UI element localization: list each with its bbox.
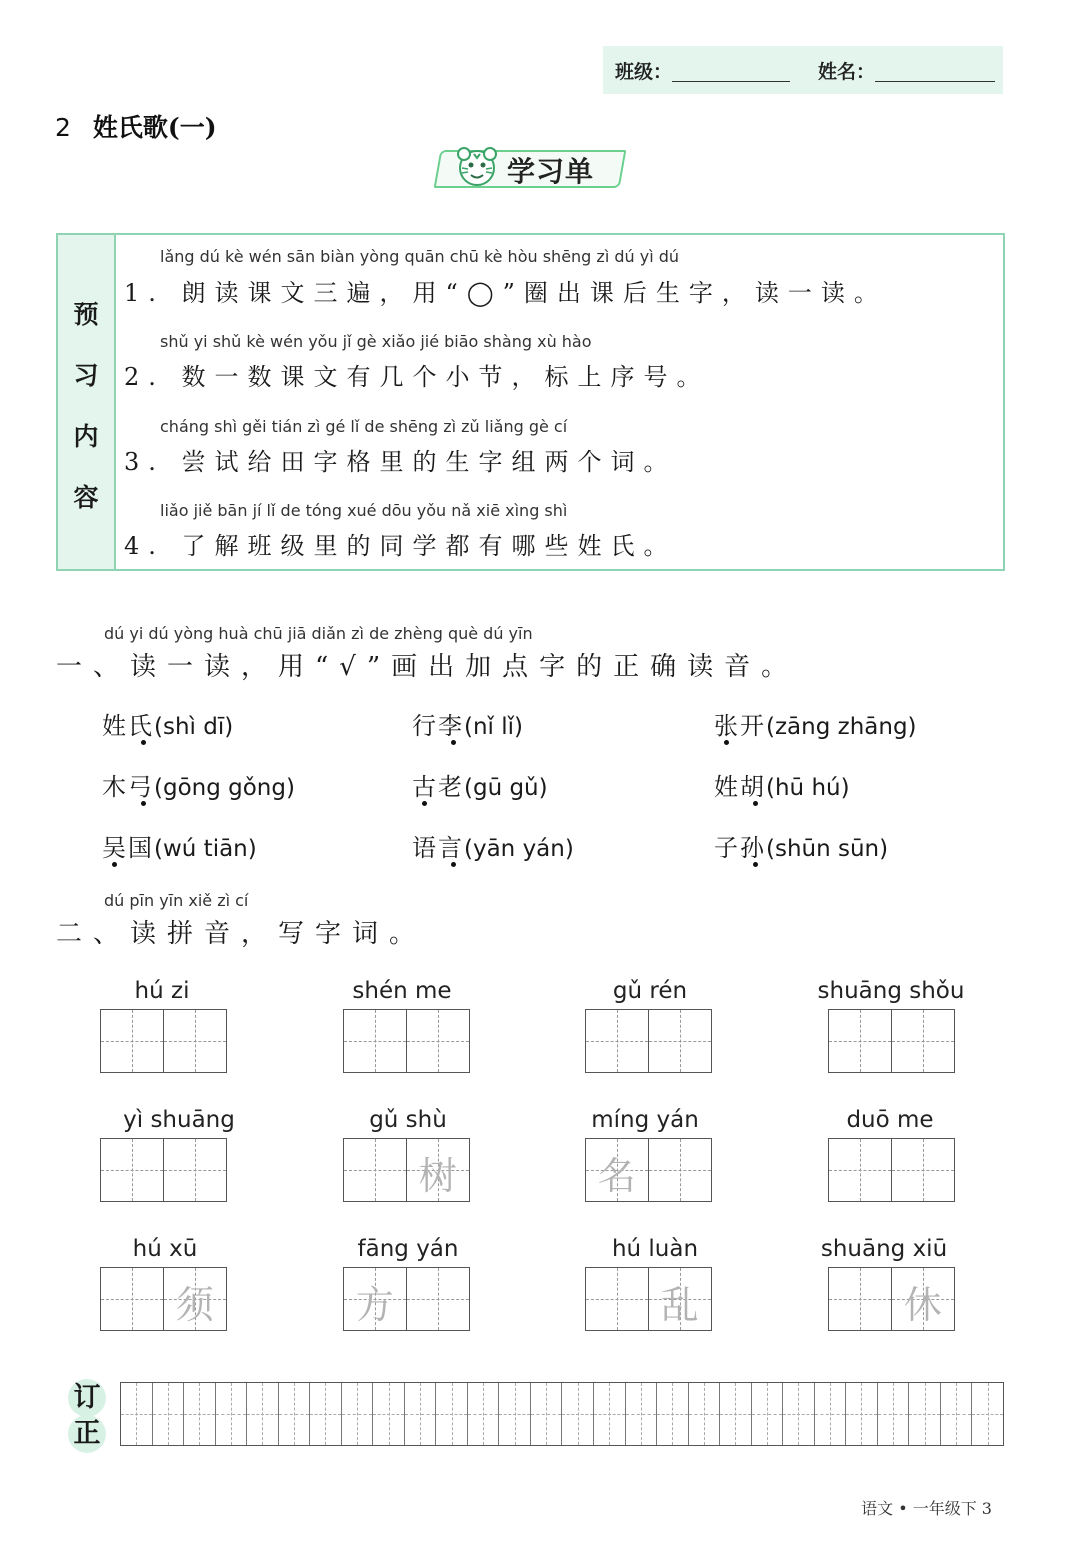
section1-pinyin: dú yi dú yòng huà chū jiā diǎn zì de zhèng què dú yīn: [104, 624, 533, 643]
correction-cell[interactable]: [121, 1383, 153, 1445]
section1-title: 一、读一读，用“√”画出加点字的正确读音。: [56, 652, 799, 682]
writing-grid[interactable]: 休: [828, 1267, 955, 1331]
correction-cell[interactable]: [499, 1383, 531, 1445]
side-char-1: 预: [73, 300, 99, 329]
correction-cell[interactable]: [468, 1383, 500, 1445]
correction-cell[interactable]: [783, 1383, 815, 1445]
class-label: 班级：: [615, 60, 673, 83]
study-sheet-banner: [437, 146, 623, 190]
word-pinyin: shén me: [352, 978, 452, 1004]
lesson-title-text: 姓氏歌(一): [92, 113, 217, 142]
writing-grid[interactable]: 名: [585, 1138, 712, 1202]
writing-grid[interactable]: 乱: [585, 1267, 712, 1331]
correction-cell[interactable]: [972, 1383, 1003, 1445]
correction-cell[interactable]: [878, 1383, 910, 1445]
choice-options[interactable]: (hū hú): [766, 775, 850, 801]
word-pinyin: gǔ rén: [612, 978, 688, 1004]
preview-item-1-pinyin: lǎng dú kè wén sān biàn yòng quān chū kè hòu shēng zì dú yì dú: [160, 247, 680, 266]
preview-item-4-text: 4. 了解班级里的同学都有哪些姓氏。: [124, 532, 677, 560]
lesson-title: [55, 108, 217, 144]
preview-item-3-pinyin: cháng shì gěi tián zì gé lǐ de shēng zì zǔ liǎng gè cí: [160, 417, 568, 436]
choice-item: 子孙(shūn sūn): [714, 828, 888, 863]
correction-cell[interactable]: [846, 1383, 878, 1445]
choice-options[interactable]: (wú tiān): [154, 836, 257, 862]
correction-cell[interactable]: [279, 1383, 311, 1445]
correction-cell[interactable]: [594, 1383, 626, 1445]
choice-options[interactable]: (shūn sūn): [766, 836, 889, 862]
lesson-number: 2: [55, 113, 71, 142]
choice-options[interactable]: (shì dī): [154, 714, 234, 740]
preview-item-2-text: 2. 数一数课文有几个小节，标上序号。: [124, 363, 710, 391]
side-char-4: 容: [73, 483, 99, 512]
emphasis-dot: [451, 862, 456, 867]
emphasis-dot: [141, 740, 146, 745]
word-pinyin: duō me: [846, 1107, 934, 1133]
emphasis-dot: [112, 862, 117, 867]
correction-cell[interactable]: [689, 1383, 721, 1445]
correction-cell[interactable]: [310, 1383, 342, 1445]
writing-grid[interactable]: [100, 1009, 227, 1073]
writing-grid[interactable]: [585, 1009, 712, 1073]
word-pinyin: hú luàn: [611, 1236, 699, 1262]
choice-item: 行李(nǐ lǐ): [412, 706, 523, 741]
emphasis-dot: [753, 801, 758, 806]
word-pinyin: hú zi: [134, 978, 190, 1004]
writing-grid[interactable]: [343, 1009, 470, 1073]
choice-item: 姓胡(hū hú): [714, 767, 850, 802]
choice-item: 张开(zāng zhāng): [714, 706, 917, 741]
correction-cell[interactable]: [184, 1383, 216, 1445]
class-input-line[interactable]: [672, 58, 790, 82]
choice-options[interactable]: (zāng zhāng): [766, 714, 917, 740]
preview-item-1-text: 1. 朗读课文三遍，用“◯”圈出课后生字，读一读。: [124, 279, 887, 307]
correction-cell[interactable]: [153, 1383, 185, 1445]
word-pinyin: yì shuāng: [123, 1107, 235, 1133]
emphasis-dot: [724, 740, 729, 745]
choice-item: 木弓(gōng gǒng): [102, 767, 295, 802]
word-pinyin: shuāng shǒu: [817, 978, 965, 1004]
word-pinyin: gǔ shù: [369, 1107, 447, 1133]
writing-grid[interactable]: [828, 1009, 955, 1073]
side-char-3: 内: [73, 422, 99, 451]
section2-title: 二、读拼音，写字词。: [56, 919, 427, 949]
correction-cell[interactable]: [909, 1383, 941, 1445]
writing-grid[interactable]: [100, 1138, 227, 1202]
correction-cell[interactable]: [626, 1383, 658, 1445]
banner-title: 学习单: [507, 155, 595, 188]
correction-cell[interactable]: [720, 1383, 752, 1445]
correction-cell[interactable]: [657, 1383, 689, 1445]
correction-cell[interactable]: [436, 1383, 468, 1445]
correction-cell[interactable]: [752, 1383, 784, 1445]
correction-cell[interactable]: [342, 1383, 374, 1445]
word-pinyin: míng yán: [591, 1107, 699, 1133]
choice-item: 吴国(wú tiān): [102, 828, 257, 863]
word-pinyin: fāng yán: [357, 1236, 459, 1262]
section2-pinyin: dú pīn yīn xiě zì cí: [104, 891, 249, 910]
correction-cell[interactable]: [216, 1383, 248, 1445]
choice-item: 姓氏(shì dī): [102, 706, 233, 741]
choice-item: 语言(yān yán): [412, 828, 574, 863]
choice-item: 古老(gū gǔ): [412, 767, 548, 802]
name-label: 姓名：: [818, 60, 876, 83]
class-name-box: [603, 46, 1003, 94]
correction-cell[interactable]: [405, 1383, 437, 1445]
correction-cell[interactable]: [562, 1383, 594, 1445]
emphasis-dot: [753, 862, 758, 867]
choice-options[interactable]: (gōng gǒng): [154, 775, 295, 801]
tiger-mascot-icon: [451, 142, 503, 190]
writing-grid[interactable]: 须: [100, 1267, 227, 1331]
choice-options[interactable]: (yān yán): [464, 836, 574, 862]
correction-grid[interactable]: [120, 1382, 1004, 1446]
preview-item-3-text: 3. 尝试给田字格里的生字组两个词。: [124, 448, 677, 476]
side-char-2: 习: [73, 361, 99, 390]
correction-cell[interactable]: [531, 1383, 563, 1445]
page-footer: 语文 • 一年级下 3: [861, 1499, 992, 1518]
preview-content-box: [56, 233, 1005, 571]
correction-cell[interactable]: [373, 1383, 405, 1445]
writing-grid[interactable]: 方: [343, 1267, 470, 1331]
name-input-line[interactable]: [875, 58, 995, 82]
emphasis-dot: [141, 801, 146, 806]
word-pinyin: hú xū: [132, 1236, 198, 1262]
choice-options[interactable]: (nǐ lǐ): [464, 714, 524, 740]
correction-cell[interactable]: [247, 1383, 279, 1445]
emphasis-dot: [422, 801, 427, 806]
preview-item-4-pinyin: liǎo jiě bān jí lǐ de tóng xué dōu yǒu nǎ xiē xìng shì: [160, 501, 568, 520]
correction-label-1: 订: [68, 1379, 106, 1417]
correction-label-2: 正: [68, 1415, 106, 1453]
correction-cell[interactable]: [941, 1383, 973, 1445]
word-pinyin: shuāng xiū: [820, 1236, 948, 1262]
choice-options[interactable]: (gū gǔ): [464, 775, 548, 801]
writing-grid[interactable]: 树: [343, 1138, 470, 1202]
preview-item-2-pinyin: shǔ yi shǔ kè wén yǒu jǐ gè xiǎo jié biāo shàng xù hào: [160, 332, 592, 351]
preview-side-label: [58, 235, 116, 569]
emphasis-dot: [451, 740, 456, 745]
correction-cell[interactable]: [815, 1383, 847, 1445]
writing-grid[interactable]: [828, 1138, 955, 1202]
